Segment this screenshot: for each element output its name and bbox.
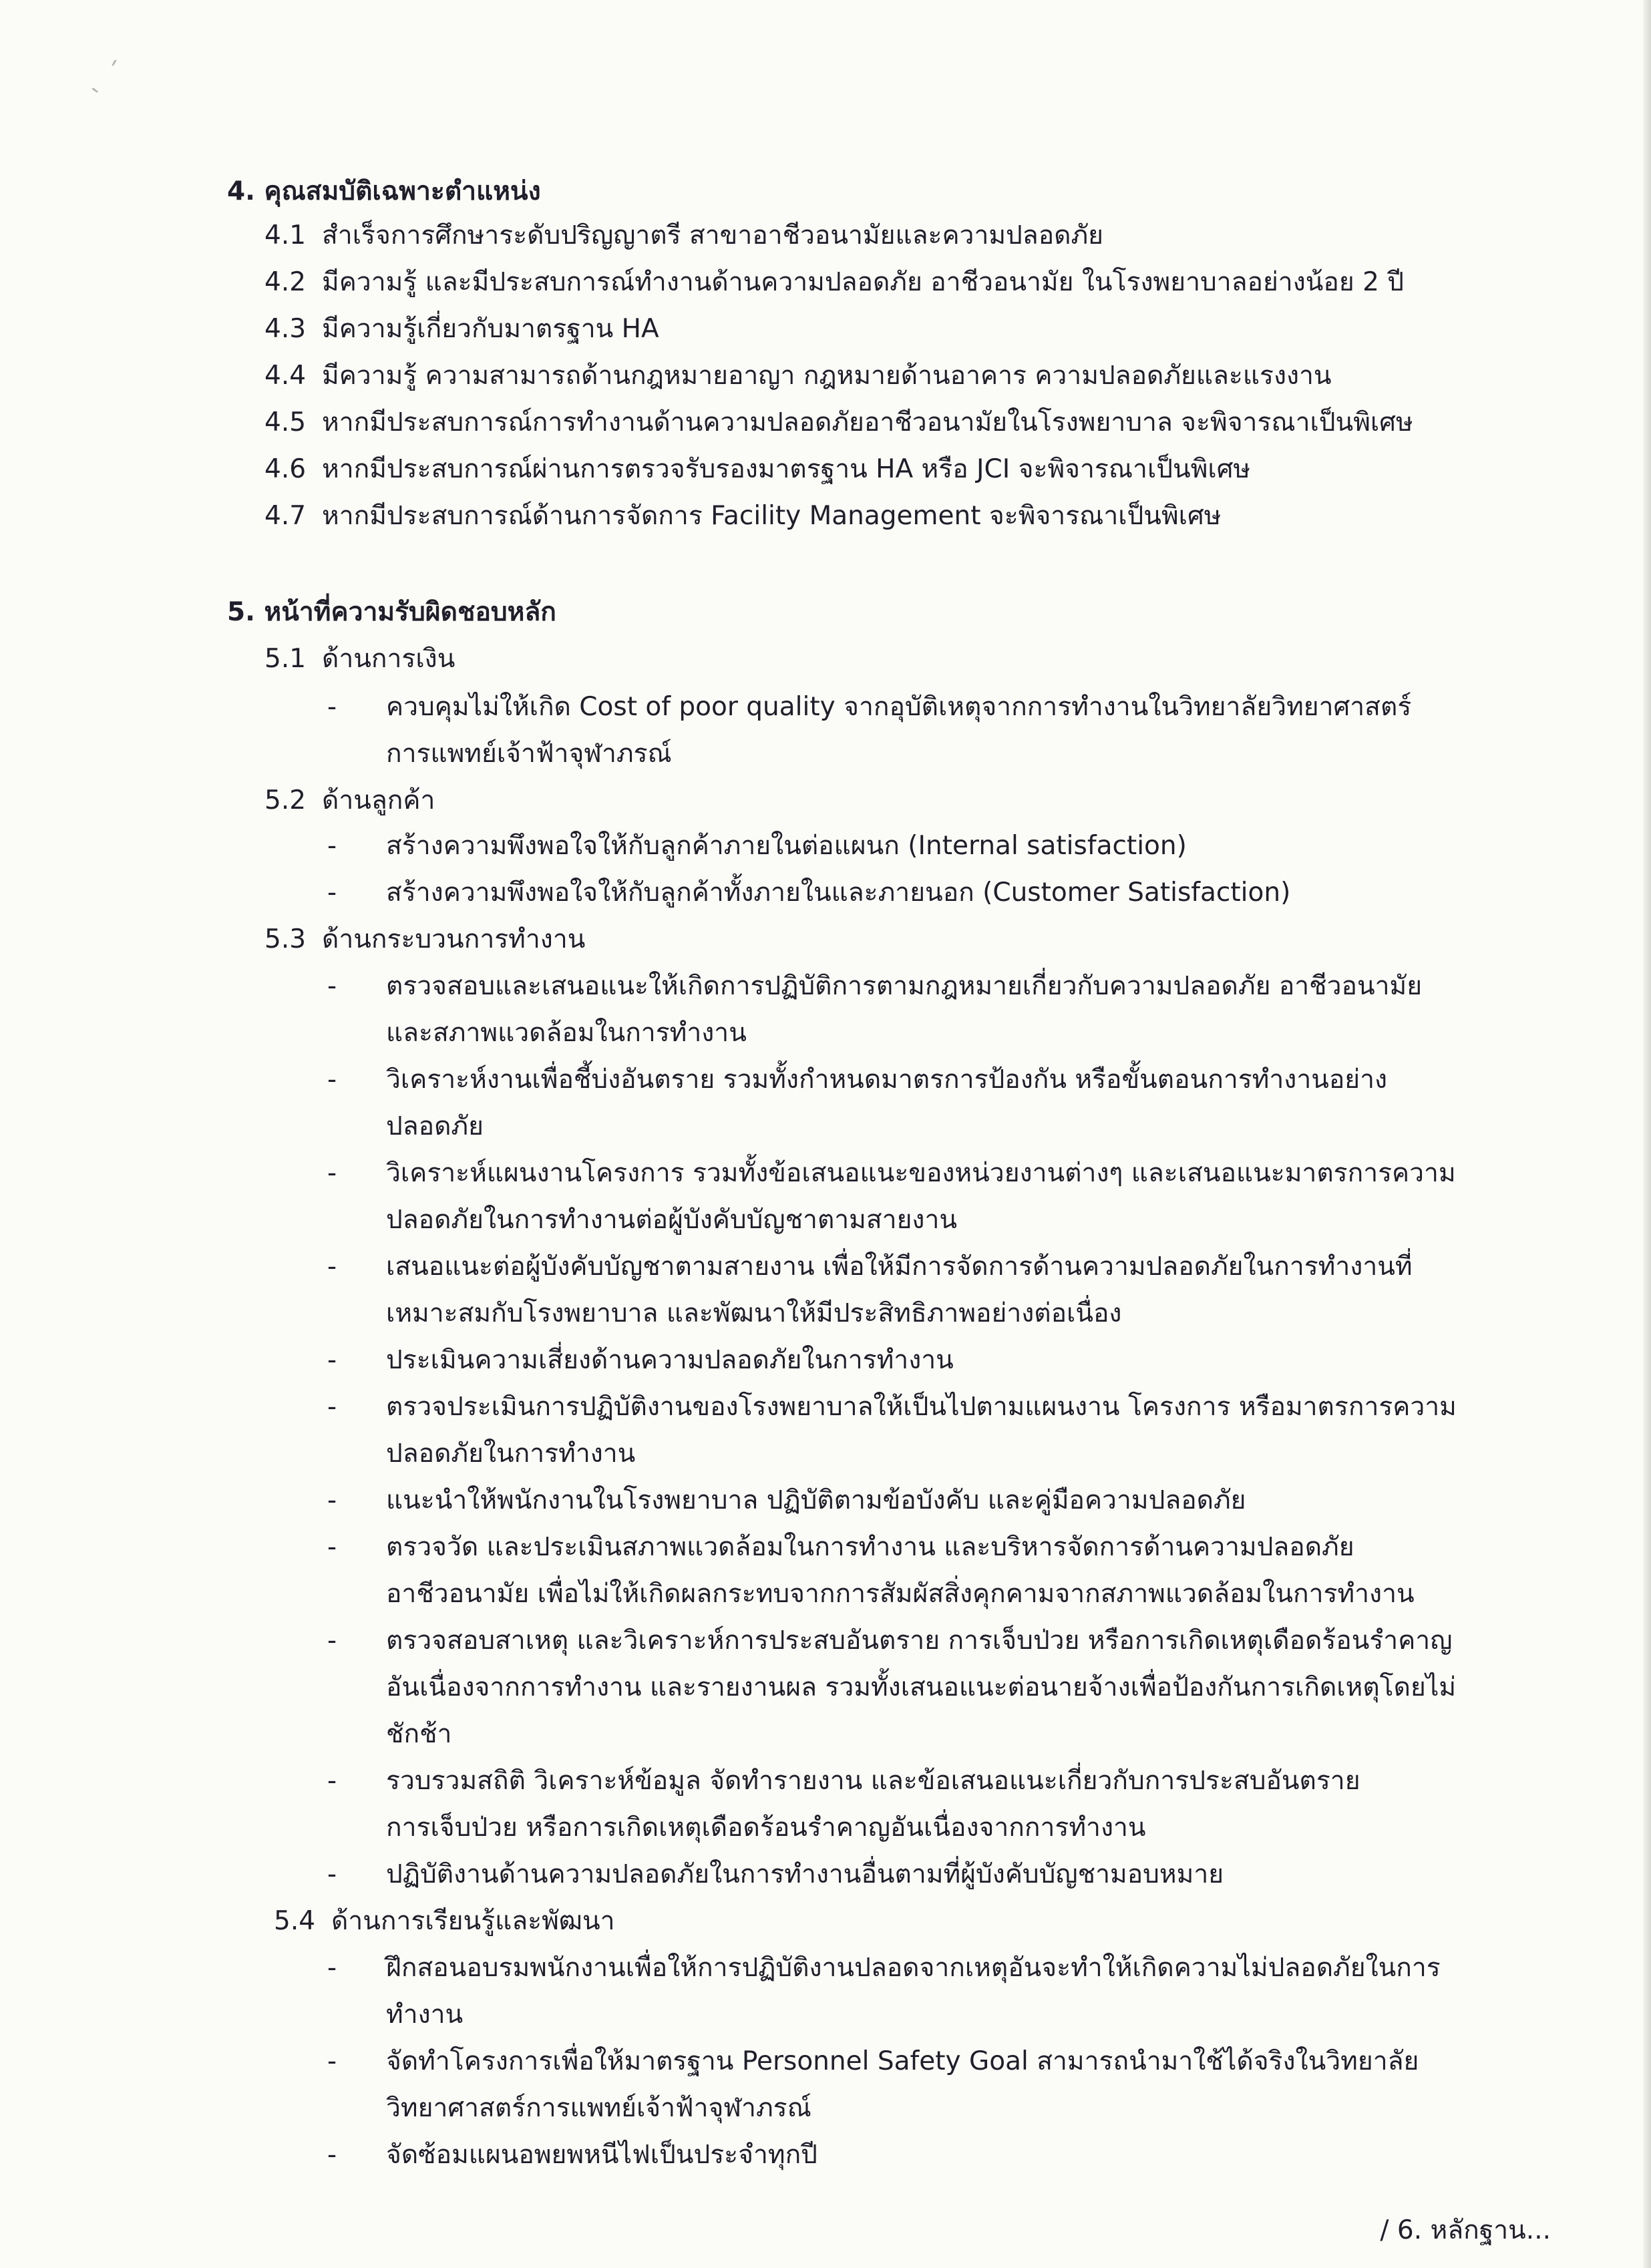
subsection-title: ด้านกระบวนการทำงาน (322, 924, 586, 954)
bullet: - (327, 1392, 337, 1422)
item-4-7 (264, 500, 1221, 533)
bullet: - (327, 1158, 337, 1188)
item-text: มีความรู้ ความสามารถด้านกฎหมายอาญา กฎหมายด้านอาคาร ความปลอดภัยและแรงงาน (322, 361, 1332, 391)
page-continuation-footer: / 6. หลักฐาน... (1380, 2215, 1551, 2245)
subsection-5-4 (274, 1905, 615, 1938)
item-text: มีความรู้เกี่ยวกับมาตรฐาน HA (322, 314, 659, 344)
subsection-number: 5.3 (264, 924, 307, 954)
item-text: สำเร็จการศึกษาระดับปริญญาตรี สาขาอาชีวอนามัยและความปลอดภัย (322, 220, 1104, 250)
duty-line: ปลอดภัยในการทำงาน (386, 1439, 636, 1469)
duty-line: ทำงาน (386, 2000, 464, 2030)
subsection-number: 5.4 (274, 1906, 316, 1936)
item-number: 4.3 (264, 314, 307, 344)
duty-line: อาชีวอนามัย เพื่อไม่ให้เกิดผลกระทบจากการสัมผัสสิ่งคุกคามจากสภาพแวดล้อมในการทำงาน (386, 1579, 1415, 1609)
bullet: - (327, 2046, 337, 2076)
bullet: - (327, 1953, 337, 1983)
bullet: - (327, 1859, 337, 1889)
duty-line: ตรวจสอบและเสนอแนะให้เกิดการปฏิบัติการตามกฎหมายเกี่ยวกับความปลอดภัย อาชีวอนามัย (386, 971, 1423, 1001)
item-4-5 (264, 406, 1413, 439)
subsection-5-2 (264, 784, 435, 817)
duty-line: สร้างความพึงพอใจให้กับลูกค้าภายในต่อแผนก (Internal satisfaction) (386, 831, 1187, 861)
bullet: - (327, 878, 337, 908)
item-number: 4.1 (264, 220, 307, 250)
duty-line: ตรวจประเมินการปฏิบัติงานของโรงพยาบาลให้เป็นไปตามแผนงาน โครงการ หรือมาตรการความ (386, 1392, 1457, 1422)
duty-line: ปฏิบัติงานด้านความปลอดภัยในการทำงานอื่นตามที่ผู้บังคับบัญชามอบหมาย (386, 1859, 1224, 1889)
duty-line: วิเคราะห์งานเพื่อชี้บ่งอันตราย รวมทั้งกำหนดมาตรการป้องกัน หรือขั้นตอนการทำงานอย่าง (386, 1065, 1388, 1095)
subsection-number: 5.2 (264, 785, 307, 815)
subsection-title: ด้านการเงิน (322, 644, 455, 674)
item-number: 4.2 (264, 267, 307, 297)
duty-line: การเจ็บป่วย หรือการเกิดเหตุเดือดร้อนรำคาญอันเนื่องจากการทำงาน (386, 1813, 1146, 1843)
bullet: - (327, 1626, 337, 1656)
item-number: 4.7 (264, 501, 307, 531)
duty-line: ควบคุมไม่ให้เกิด Cost of poor quality จากอุบัติเหตุจากการทำงานในวิทยาลัยวิทยาศาสตร์ (386, 692, 1412, 722)
bullet: - (327, 1345, 337, 1375)
item-4-3 (264, 313, 659, 346)
duty-line: ชักช้า (386, 1719, 452, 1749)
item-text: หากมีประสบการณ์ผ่านการตรวจรับรองมาตรฐาน HA หรือ JCI จะพิจารณาเป็นพิเศษ (322, 454, 1251, 484)
section-5-title: 5. หน้าที่ความรับผิดชอบหลัก (227, 597, 556, 627)
scan-mark: ˎ ˊ (83, 57, 125, 94)
item-4-2 (264, 266, 1404, 299)
duty-line: อันเนื่องจากการทำงาน และรายงานผล รวมทั้งเสนอแนะต่อนายจ้างเพื่อป้องกันการเกิดเหตุโดยไม่ (386, 1672, 1457, 1702)
bullet: - (327, 831, 337, 861)
item-number: 4.6 (264, 454, 307, 484)
bullet: - (327, 1252, 337, 1282)
bullet: - (327, 1485, 337, 1515)
duty-line: สร้างความพึงพอใจให้กับลูกค้าทั้งภายในและภายนอก (Customer Satisfaction) (386, 878, 1291, 908)
bullet: - (327, 2140, 337, 2170)
duty-line: และสภาพแวดล้อมในการทำงาน (386, 1018, 747, 1048)
subsection-number: 5.1 (264, 644, 307, 674)
item-text: หากมีประสบการณ์การทำงานด้านความปลอดภัยอาชีวอนามัยในโรงพยาบาล จะพิจารณาเป็นพิเศษ (322, 407, 1413, 437)
duty-line: ตรวจวัด และประเมินสภาพแวดล้อมในการทำงาน และบริหารจัดการด้านความปลอดภัย (386, 1532, 1354, 1562)
section-4-title: 4. คุณสมบัติเฉพาะตำแหน่ง (227, 176, 541, 206)
item-4-4 (264, 359, 1332, 393)
duty-line: ปลอดภัย (386, 1111, 484, 1141)
item-4-1 (264, 219, 1103, 252)
item-text: มีความรู้ และมีประสบการณ์ทำงานด้านความปลอดภัย อาชีวอนามัย ในโรงพยาบาลอย่างน้อย 2 ปี (322, 267, 1405, 297)
bullet: - (327, 692, 337, 722)
bullet: - (327, 971, 337, 1001)
duty-line: ตรวจสอบสาเหตุ และวิเคราะห์การประสบอันตราย การเจ็บป่วย หรือการเกิดเหตุเดือดร้อนรำคาญ (386, 1626, 1453, 1656)
bullet: - (327, 1532, 337, 1562)
duty-line: ประเมินความเสี่ยงด้านความปลอดภัยในการทำงาน (386, 1345, 954, 1375)
item-number: 4.5 (264, 407, 307, 437)
duty-line: วิทยาศาสตร์การแพทย์เจ้าฟ้าจุฬาภรณ์ (386, 2093, 811, 2123)
duty-line: จัดทำโครงการเพื่อให้มาตรฐาน Personnel Safety Goal สามารถนำมาใช้ได้จริงในวิทยาลัย (386, 2046, 1419, 2076)
subsection-5-1 (264, 642, 455, 676)
duty-line: วิเคราะห์แผนงานโครงการ รวมทั้งข้อเสนอแนะของหน่วยงานต่างๆ และเสนอแนะมาตรการความ (386, 1158, 1456, 1188)
subsection-5-3 (264, 923, 585, 956)
item-4-6 (264, 453, 1250, 486)
duty-line: แนะนำให้พนักงานในโรงพยาบาล ปฏิบัติตามข้อบังคับ และคู่มือความปลอดภัย (386, 1485, 1246, 1515)
duty-line: ฝึกสอนอบรมพนักงานเพื่อให้การปฏิบัติงานปลอดจากเหตุอันจะทำให้เกิดความไม่ปลอดภัยในการ (386, 1953, 1441, 1983)
subsection-title: ด้านการเรียนรู้และพัฒนา (331, 1906, 615, 1936)
item-number: 4.4 (264, 361, 307, 391)
duty-line: ปลอดภัยในการทำงานต่อผู้บังคับบัญชาตามสายงาน (386, 1205, 958, 1235)
bullet: - (327, 1065, 337, 1095)
duty-line: รวบรวมสถิติ วิเคราะห์ข้อมูล จัดทำรายงาน และข้อเสนอแนะเกี่ยวกับการประสบอันตราย (386, 1766, 1360, 1796)
bullet: - (327, 1766, 337, 1796)
subsection-title: ด้านลูกค้า (322, 785, 435, 815)
duty-line: จัดซ้อมแผนอพยพหนีไฟเป็นประจำทุกปี (386, 2140, 817, 2170)
item-text: หากมีประสบการณ์ด้านการจัดการ Facility Management จะพิจารณาเป็นพิเศษ (322, 501, 1222, 531)
duty-line: การแพทย์เจ้าฟ้าจุฬาภรณ์ (386, 739, 672, 769)
duty-line: เหมาะสมกับโรงพยาบาล และพัฒนาให้มีประสิทธิภาพอย่างต่อเนื่อง (386, 1298, 1122, 1328)
duty-line: เสนอแนะต่อผู้บังคับบัญชาตามสายงาน เพื่อให้มีการจัดการด้านความปลอดภัยในการทำงานที่ (386, 1252, 1413, 1282)
